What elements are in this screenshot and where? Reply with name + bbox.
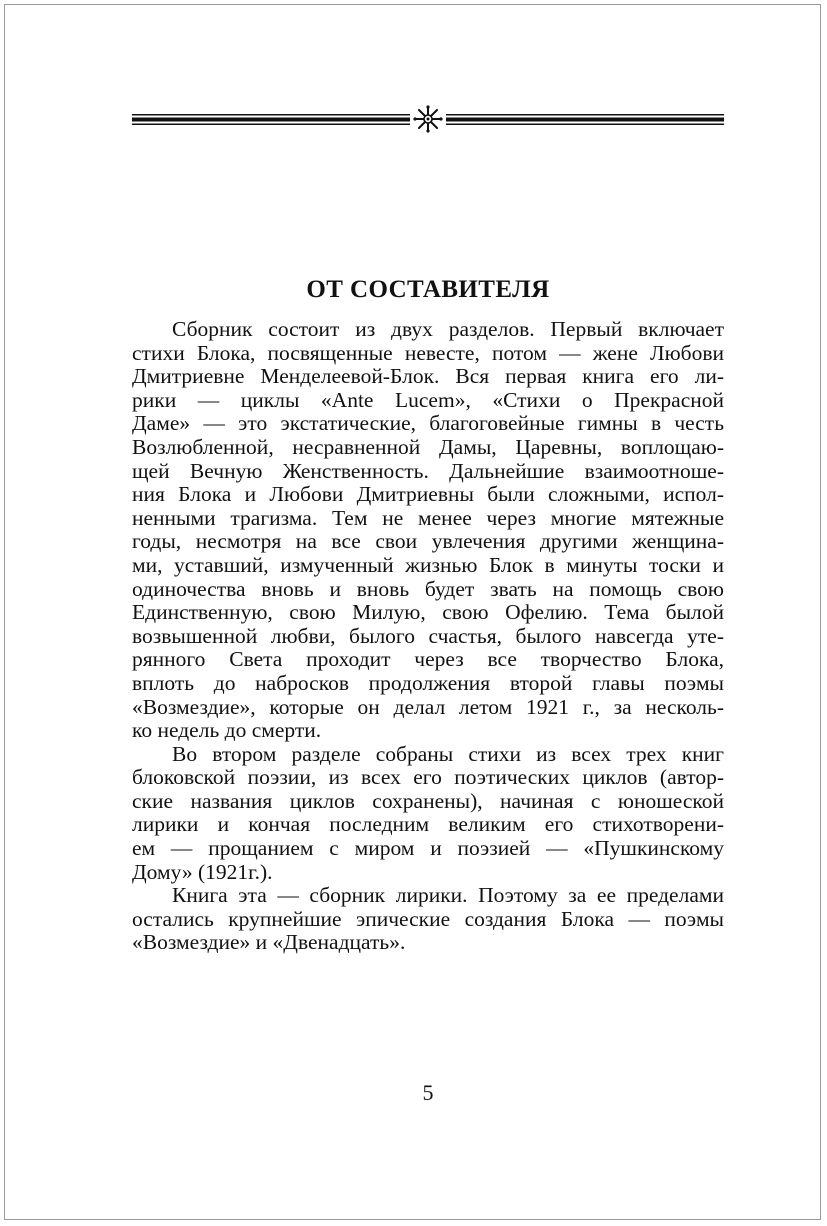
text-line: лирики и кончая последним великим его стихотворени- [132,813,724,837]
text-line: Даме» — это экстатические, благоговейные гимны в честь [132,412,724,436]
text-line: ем — прощанием с миром и поэзией — «Пушкинскому [132,837,724,861]
text-line: ненными трагизма. Тем не менее через многие мятежные [132,506,724,530]
rule-right-thin-top [446,114,724,116]
text-line: Единственную, свою Милую, свою Офелию. Тема былой [132,601,724,625]
text-line: ния Блока и Любови Дмитриевны были сложными, испол- [132,483,724,507]
body-text [132,318,724,955]
text-line: стихи Блока, посвященные невесте, потом — жене Любови [132,341,724,365]
text-line: возвышенной любви, былого счастья, былого навсегда уте- [132,624,724,648]
rule-right-thin-bottom [446,124,724,126]
text-line: остались крупнейшие эпические создания Блока — поэмы [132,907,724,931]
text-line: одиночества вновь и вновь будет звать на помощь свою [132,577,724,601]
rule-left-thin-top [132,114,410,116]
text-line: щей Вечную Женственность. Дальнейшие взаимоотноше- [132,459,724,483]
text-line: Сборник состоит из двух разделов. Первый включает [172,318,724,341]
text-line: Во втором разделе собраны стихи из всех трех книг [172,742,724,766]
text-line: Книга эта — сборник лирики. Поэтому за ее пределами [172,884,724,908]
rule-left-thick [132,118,410,122]
text-line: Дмитриевне Менделеевой-Блок. Вся первая книга его ли- [132,365,724,389]
text-line: рянного Света проходит через все творчество Блока, [132,648,724,672]
page-title: ОТ СОСТАВИТЕЛЯ [306,276,550,303]
text-line: Дому» (1921г.). [132,860,273,884]
star-icon [413,105,442,132]
text-line: годы, несмотря на все свои увлечения другими женщина- [132,530,724,554]
page-number: 5 [422,1080,434,1105]
text-line: блоковской поэзии, из всех его поэтических циклов (автор- [132,766,724,790]
text-line: ские названия циклов сохранены), начиная с юношеской [132,789,724,813]
text-line: вплоть до набросков продолжения второй главы поэмы [132,671,724,695]
rule-right-thick [446,118,724,122]
rule-left-thin-bottom [132,124,410,126]
decorative-rule [132,104,724,134]
text-line: «Возмездие», которые он делал летом 1921 г., за несколь- [132,695,724,719]
text-line: ми, уставший, измученный жизнью Блок в минуты тоски и [132,553,724,577]
text-line: ко недель до смерти. [132,719,322,743]
text-line: Возлюбленной, несравненной Дамы, Царевны, воплощаю- [132,435,724,459]
text-line: «Возмездие» и «Двенадцать». [132,931,406,955]
text-line: рики — циклы «Ante Lucem», «Стихи о Прекрасной [132,388,724,412]
